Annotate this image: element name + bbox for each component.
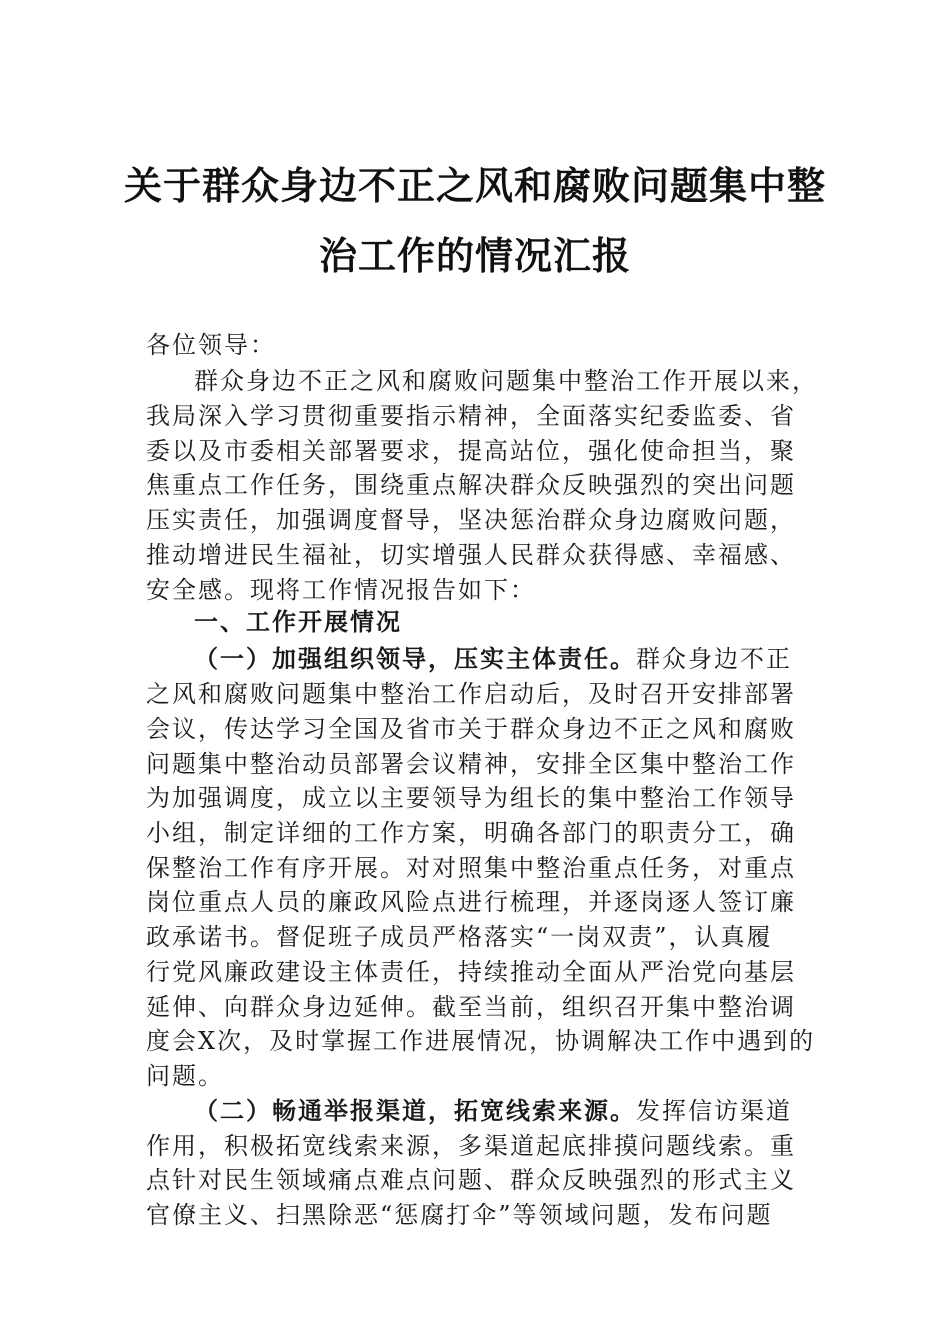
body-line: 会议，传达学习全国及省市关于群众身边不正之风和腐败 (146, 715, 796, 743)
body-line: 岗位重点人员的廉政风险点进行梳理，并逐岗逐人签订廉 (146, 888, 796, 916)
subsection-lead: （一）加强组织领导，压实主体责任。 (194, 644, 636, 673)
intro-line: 委以及市委相关部署要求，提高站位，强化使命担当，聚 (146, 437, 796, 465)
body-line: 官僚主义、扫黑除恶“惩腐打伞”等领域问题，发布问题 (146, 1201, 773, 1229)
intro-line: 压实责任，加强调度督导，坚决惩治群众身边腐败问题， (146, 506, 796, 534)
body-line: 作用，积极拓宽线索来源，多渠道起底排摸问题线索。重 (146, 1132, 796, 1160)
section-heading: 一、工作开展情况 (194, 608, 402, 636)
document-title-line-1: 关于群众身边不正之风和腐败问题集中整 (123, 163, 826, 208)
body-line: 行党风廉政建设主体责任，持续推动全面从严治党向基层 (146, 958, 796, 986)
body-line: 度会X次，及时掌握工作进展情况，协调解决工作中遇到的 (146, 1027, 816, 1055)
subsection-text: 发挥信访渠道 (636, 1097, 792, 1125)
body-line: 政承诺书。督促班子成员严格落实“一岗双责”，认真履 (146, 923, 773, 951)
body-line: 为加强调度，成立以主要领导为组长的集中整治工作领导 (146, 784, 796, 812)
body-line: 问题集中整治动员部署会议精神，安排全区集中整治工作 (146, 750, 796, 778)
subsection-text: 群众身边不正 (636, 645, 792, 673)
intro-line: 安全感。现将工作情况报告如下： (146, 576, 536, 604)
intro-line: 焦重点工作任务，围绕重点解决群众反映强烈的突出问题 (146, 471, 796, 499)
intro-line: 我局深入学习贯彻重要指示精神，全面落实纪委监委、省 (146, 402, 796, 430)
intro-line: 推动增进民生福祉，切实增强人民群众获得感、幸福感、 (146, 541, 796, 569)
salutation: 各位领导： (146, 331, 276, 359)
subsection-first-line (194, 642, 792, 676)
subsection-lead: （二）畅通举报渠道，拓宽线索来源。 (194, 1096, 636, 1125)
body-line: 延伸、向群众身边延伸。截至当前，组织召开集中整治调 (146, 993, 796, 1021)
body-line: 之风和腐败问题集中整治工作启动后，及时召开安排部署 (146, 680, 796, 708)
body-line: 保整治工作有序开展。对对照集中整治重点任务，对重点 (146, 854, 796, 882)
document-title-line-2: 治工作的情况汇报 (318, 233, 631, 278)
body-line: 小组，制定详细的工作方案，明确各部门的职责分工，确 (146, 819, 796, 847)
intro-line: 群众身边不正之风和腐败问题集中整治工作开展以来， (194, 367, 818, 395)
body-line: 点针对民生领域痛点难点问题、群众反映强烈的形式主义 (146, 1166, 796, 1194)
body-line: 问题。 (146, 1062, 224, 1090)
subsection-first-line (194, 1094, 792, 1128)
